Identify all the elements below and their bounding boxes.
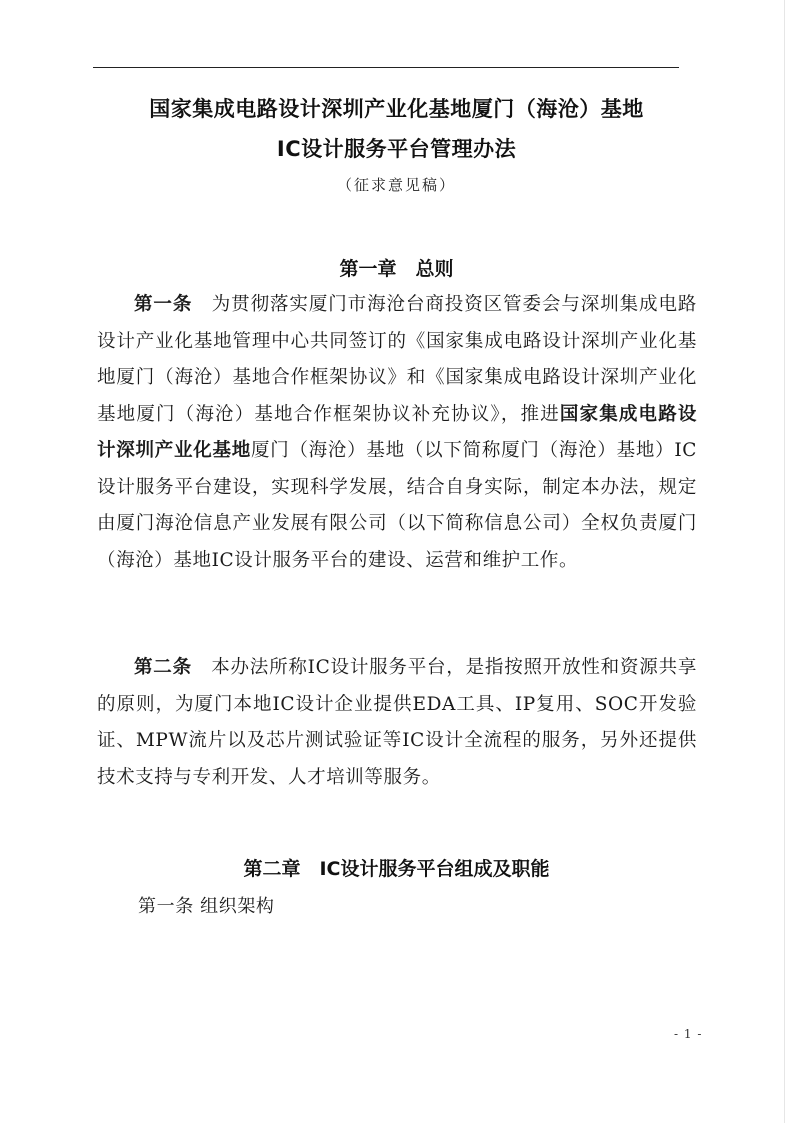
document-subtitle: （征求意见稿） [336,176,456,194]
article-2-paragraph [97,650,697,796]
article-2-text: 本办法所称IC设计服务平台，是指按照开放性和资源共享的原则，为厦门本地IC设计企业提供EDA工具、IP复用、SOC开发验证、MPW流片以及芯片测试验证等IC设计全流程的服务，另外还提供技术支持与专利开发、人才培训等服务。 [97,657,697,788]
article-1-label: 第一条 [134,294,193,315]
article-1-text-a: 为贯彻落实厦门市海沧台商投资区管委会与深圳集成电路设计产业化基地管理中心共同签订的《国家集成电路设计深圳产业化基地厦门（海沧）基地合作框架协议》和《国家集成电路设计深圳产业化基地厦门（海沧）基地合作框架协议补充协议》，推进 [97,294,697,425]
scan-edge-line [784,0,785,1123]
header-rule [93,67,679,68]
article-2-label: 第二条 [134,657,192,678]
chapter-2-sub-item: 第一条 组织架构 [138,896,275,917]
document-title-line-1: 国家集成电路设计深圳产业化基地厦门（海沧）基地 [149,97,644,121]
chapter-1-heading: 第一章 总则 [339,258,454,280]
document-title-line-2: IC设计服务平台管理办法 [276,137,517,161]
article-1-paragraph [97,287,697,579]
article-1-text-b: 厦门（海沧）基地（以下简称厦门（海沧）基地）IC设计服务平台建设，实现科学发展，结合自身实际，制定本办法，规定由厦门海沧信息产业发展有限公司（以下简称信息公司）全权负责厦门（海沧）基地IC设计服务平台的建设、运营和维护工作。 [97,440,697,571]
article-1-text-bold: 国家集成电路设计深圳产业化基地 [97,403,698,461]
chapter-2-heading: 第二章 IC设计服务平台组成及职能 [243,858,550,880]
page-number: - 1 - [674,1027,703,1041]
